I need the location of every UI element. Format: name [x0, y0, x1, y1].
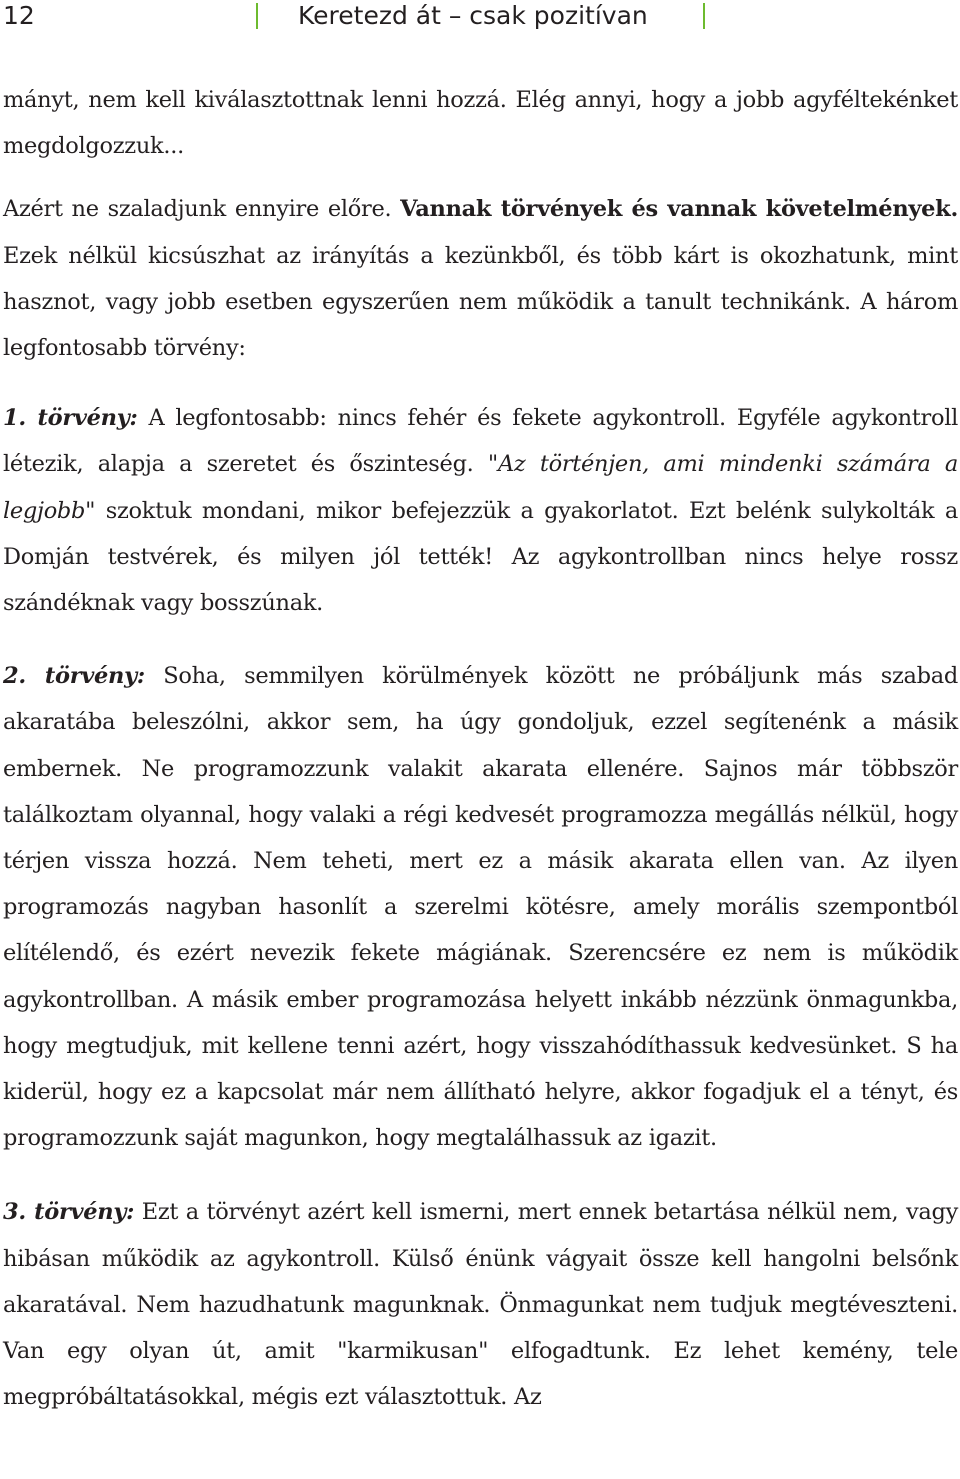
- header-divider-left: [256, 3, 258, 29]
- paragraph-text: Soha, semmilyen körülmények között ne próbáljunk más szabad akaratába beleszólni, akkor sem, ha úgy gondoljuk, ezzel segítenénk a másik embernek. Ne programozzunk valakit akarata ellenére. Sajnos már többször találkoztam olyannal, hogy valaki a régi kedvesét programozza megállás nélkül, hogy térjen vissza hozzá. Nem teheti, mert ez a másik akarata ellen van. Az ilyen programozás nagyban hasonlít a szerelmi kötésre, amely morális szempontból elítélendő, és ezért nevezik fekete mágiának. Szerencsére ez nem is működik agykontrollban. A másik ember programozása helyett inkább nézzünk önmagunkba, hogy megtudjuk, mit kellene tenni azért, hogy visszahódíthassuk kedvesünket. S ha kiderül, hogy ez a kapcsolat már nem állítható helyre, akkor fogadjuk el a tényt, és programozzunk saját magunkon, hogy megtalálhassuk az igazit.: [3, 663, 958, 1152]
- running-title: Keretezd át – csak pozitívan: [298, 1, 648, 30]
- paragraph-text: Ezt a törvényt azért kell ismerni, mert ennek betartása nélkül nem, vagy hibásan működik az agykontroll. Külső énünk vágyait össze kell hangolni belsőnk akaratával. Nem hazudhatunk magunknak. Önmagunkat nem tudjuk megtéveszteni. Van egy olyan út, amit "karmikusan" elfogadtunk. Ez lehet kemény, tele megpróbáltatásokkal, mégis ezt választottuk. Az: [3, 1199, 958, 1411]
- emphasis-text: Vannak törvények és vannak követelmények.: [400, 196, 958, 223]
- paragraph-intro-continuation: [3, 77, 958, 169]
- paragraph-law-2: [3, 653, 958, 1161]
- page-number: 12: [3, 1, 35, 30]
- paragraph-text: Ezek nélkül kicsúszhat az irányítás a kezünkből, és több kárt is okozhatunk, mint hasznot, vagy jobb esetben egyszerűen nem működik a tanult technikánk. A három legfontosabb törvény:: [3, 242, 958, 362]
- law-3-label: 3. törvény:: [3, 1199, 135, 1226]
- law-1-label: 1. törvény:: [3, 405, 138, 432]
- quote-text: "Az történjen, ami mindenki számára a legjobb": [3, 451, 958, 524]
- page-header: [0, 0, 960, 34]
- law-2-label: 2. törvény:: [3, 663, 145, 690]
- header-divider-right: [703, 3, 705, 29]
- paragraph-text: A legfontosabb: nincs fehér és fekete agykontroll. Egyféle agykontroll létezik, alapja a szeretet és őszinteség.: [3, 405, 959, 478]
- paragraph-text: Azért ne szaladjunk ennyire előre.: [3, 196, 401, 223]
- paragraph-laws-intro: [3, 186, 958, 371]
- paragraph-text: mányt, nem kell kiválasztottnak lenni hozzá. Elég annyi, hogy a jobb agyféltekénket megdolgozzuk...: [3, 87, 958, 160]
- paragraph-law-3: [3, 1189, 958, 1420]
- page-body: [3, 77, 958, 1420]
- paragraph-text: szoktuk mondani, mikor befejezzük a gyakorlatot. Ezt belénk sulykolták a Domján testvérek, és milyen jól tették! Az agykontrollban nincs helye rossz szándéknak vagy bosszúnak.: [3, 497, 958, 617]
- paragraph-law-1: [3, 395, 958, 626]
